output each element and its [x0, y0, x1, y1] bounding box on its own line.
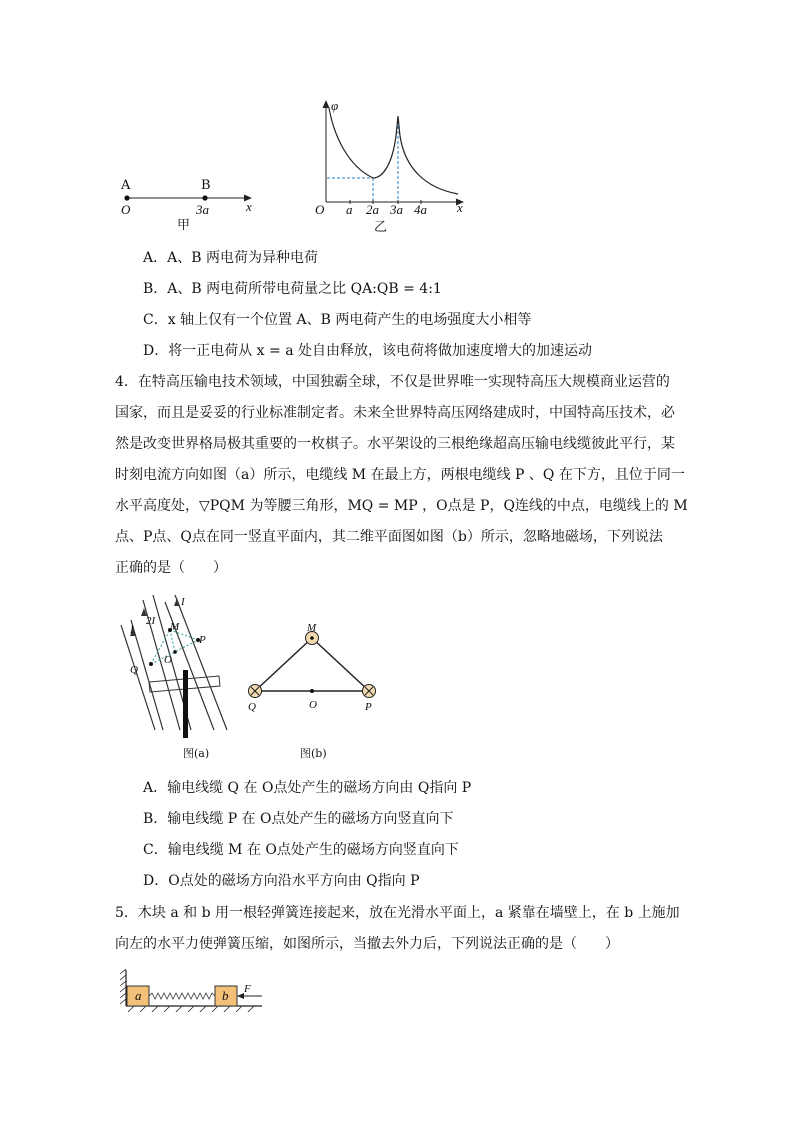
- q3-option-d: D．将一正电荷从 x = a 处自由释放，该电荷将做加速度增大的加速运动: [143, 343, 592, 359]
- figure-caption: 乙: [374, 220, 388, 235]
- q4-option-b: B．输电线缆 P 在 O点处产生的磁场方向竖直向下: [143, 811, 454, 827]
- q4-option-c: C．输电线缆 M 在 O点处产生的磁场方向竖直向下: [143, 842, 459, 858]
- q4-stem-line: 时刻电流方向如图（a）所示，电缆线 M 在最上方，两根电缆线 P 、Q 在下方，且位于同一: [115, 467, 685, 483]
- point-a-label: A: [121, 178, 131, 193]
- x-axis-label: x: [457, 200, 463, 215]
- current-label-mid: 2I: [146, 615, 156, 627]
- q5-stem-line: 向左的水平力使弹簧压缩，如图所示，当撤去外力后，下列说法正确的是（ ）: [115, 936, 619, 952]
- label-m: M: [170, 621, 180, 633]
- label-p: P: [199, 634, 206, 646]
- label-o: O: [164, 654, 172, 666]
- q5-stem-line: 5．木块 a 和 b 用一根轻弹簧连接起来，放在光滑水平面上，a 紧靠在墙壁上，在 b 上施加: [115, 905, 680, 921]
- current-label-right: I: [181, 596, 185, 608]
- q3-option-a: A．A、B 两电荷为异种电荷: [143, 250, 318, 266]
- block-b-label: b: [222, 988, 229, 1003]
- tick-4a-label: 4a: [414, 202, 427, 217]
- current-label-left: I: [130, 624, 134, 636]
- tick-3a-label: 3a: [390, 202, 403, 217]
- label-o: O: [309, 699, 317, 711]
- origin-label: O: [315, 202, 325, 217]
- force-label: F: [244, 983, 251, 995]
- q3-option-c: C．x 轴上仅有一个位置 A、B 两电荷产生的电场强度大小相等: [143, 312, 532, 328]
- figure-b-caption: 图(b): [300, 747, 327, 760]
- q4-stem-line: 点、P点、Q点在同一竖直平面内，其二维平面图如图（b）所示，忽略地磁场，下列说法: [115, 529, 663, 545]
- q4-option-d: D．O点处的磁场方向沿水平方向由 Q指向 P: [143, 873, 420, 889]
- q4-option-a: A．输电线缆 Q 在 O点处产生的磁场方向由 Q指向 P: [143, 780, 472, 796]
- q4-stem-line: 水平高度处，▽PQM 为等腰三角形，MQ = MP ，O点是 P，Q连线的中点，电缆线上的 M: [115, 498, 688, 514]
- tick-2a-label: 2a: [366, 202, 379, 217]
- tick-a-label: a: [346, 202, 353, 217]
- q4-stem-line: 国家，而且是妥妥的行业标准制定者。未来全世界特高压网络建成时，中国特高压技术，必: [115, 405, 675, 421]
- figure-a-caption: 图(a): [183, 747, 210, 760]
- label-q: Q: [248, 701, 256, 713]
- label-q: Q: [130, 664, 138, 676]
- q4-stem-line: 然是改变世界格局极其重要的一枚棋子。水平架设的三根绝缘超高压输电线缆彼此平行，某: [115, 436, 675, 452]
- phi-axis-label: φ: [331, 98, 339, 113]
- label-m: M: [307, 622, 317, 634]
- label-p: P: [365, 701, 372, 713]
- tick-3a-label: 3a: [196, 202, 209, 217]
- point-b-label: B: [201, 178, 211, 193]
- figure-caption: 甲: [177, 218, 191, 233]
- q3-option-b: B．A、B 两电荷所带电荷量之比 QA:QB = 4:1: [143, 281, 442, 297]
- q4-stem-line: 正确的是（ ）: [115, 560, 227, 576]
- q4-stem-line: 4．在特高压输电技术领域，中国独霸全球，不仅是世界唯一实现特高压大规模商业运营的: [115, 374, 670, 390]
- x-axis-label: x: [246, 199, 252, 214]
- block-a-label: a: [135, 988, 142, 1003]
- origin-label: O: [121, 202, 131, 217]
